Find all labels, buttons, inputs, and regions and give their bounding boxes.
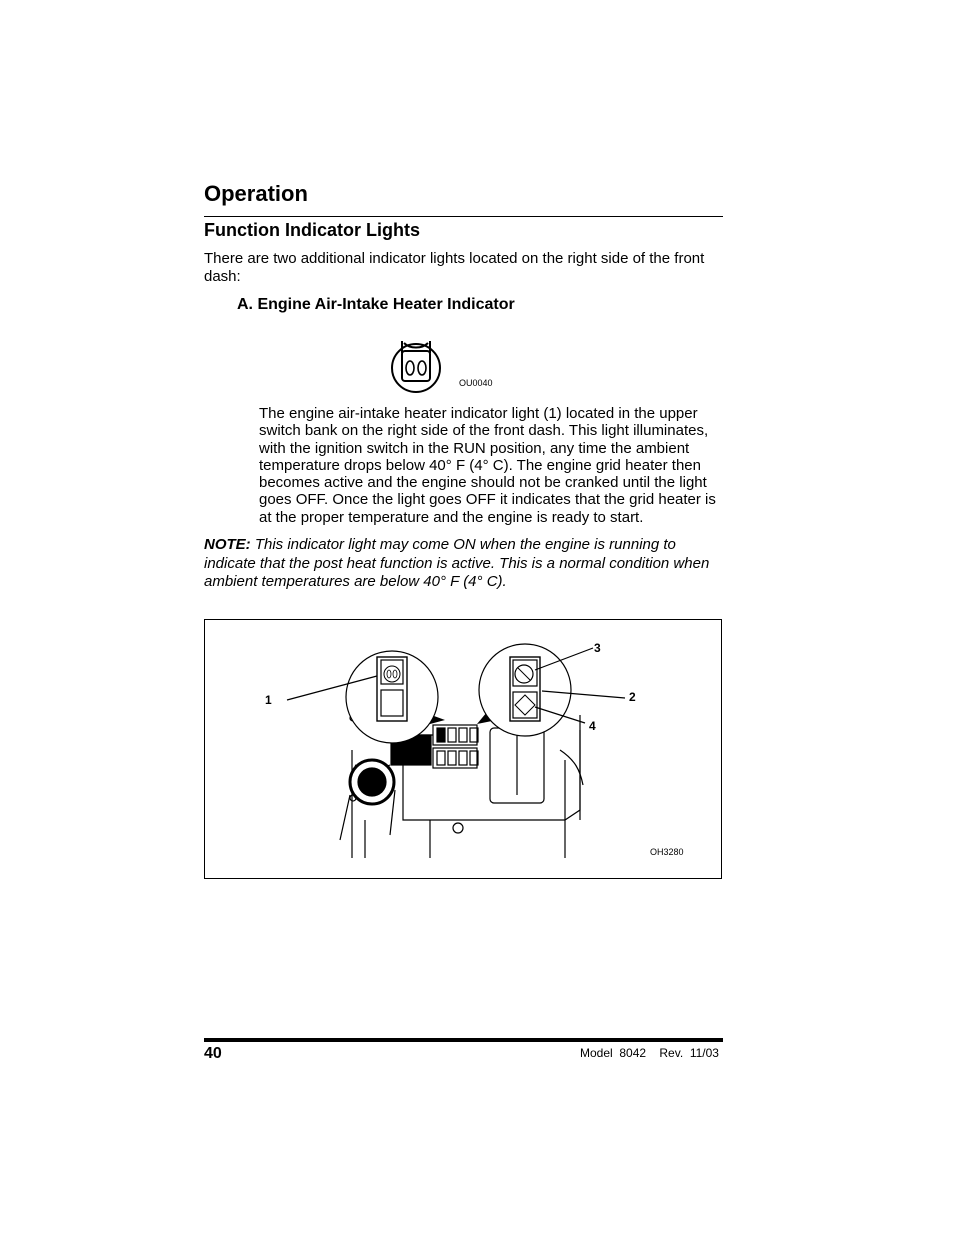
note-label: NOTE:	[204, 536, 251, 553]
note-text: This indicator light may come ON when the engine is running to indicate that the post heat function is active. This is a normal condition when ambient temperatures are below 40° F (4° C).	[204, 536, 710, 590]
dash-figure	[204, 619, 722, 879]
model-info: Model 8042 Rev. 11/03	[580, 1046, 719, 1060]
footer-rule	[204, 1038, 723, 1042]
note-paragraph	[204, 536, 728, 592]
item-a-body: The engine air-intake heater indicator light (1) located in the upper switch bank on the right side of the front dash. This light illuminates, with the ignition switch in the RUN position, any time the ambient temperature drops below 40° F (4° C). The engine grid heater then becomes active and the engine should not be cranked until the light goes OFF. Once the light goes OFF it indicates that the grid heater is at the proper temperature and the engine is ready to start.	[259, 405, 716, 526]
section-title: Operation	[204, 181, 308, 206]
icon-code: OU0040	[459, 378, 493, 388]
callout-1: 1	[265, 693, 272, 707]
item-a-heading: A. Engine Air-Intake Heater Indicator	[237, 296, 515, 313]
callout-4: 4	[589, 719, 596, 733]
callout-3: 3	[594, 641, 601, 655]
callout-2: 2	[629, 690, 636, 704]
dash-illustration	[205, 620, 721, 878]
intro-paragraph: There are two additional indicator lights located on the right side of the front dash:	[204, 250, 705, 285]
air-intake-heater-icon	[390, 335, 442, 395]
page-number: 40	[204, 1045, 222, 1062]
figure-code: OH3280	[650, 847, 684, 857]
header-rule	[204, 216, 723, 217]
subsection-title: Function Indicator Lights	[204, 220, 420, 240]
